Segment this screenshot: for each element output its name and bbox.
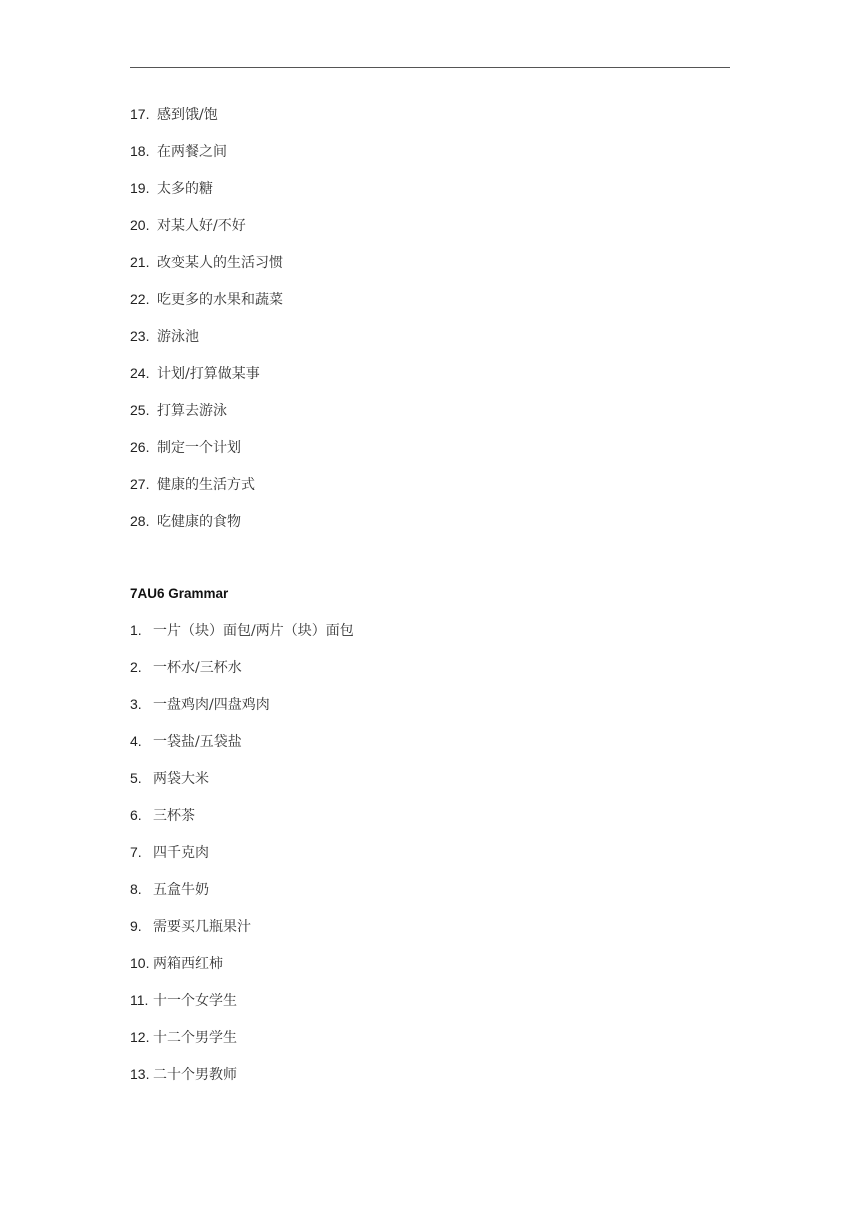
item-number: 17. xyxy=(130,106,150,122)
item-number: 13. xyxy=(130,1066,150,1082)
item-text: 二十个男教师 xyxy=(153,1067,237,1083)
item-number: 3. xyxy=(130,696,142,712)
list-item xyxy=(130,363,283,400)
list-item xyxy=(130,326,283,363)
list-item xyxy=(130,1064,354,1101)
item-number: 22. xyxy=(130,291,150,307)
item-number: 18. xyxy=(130,143,150,159)
item-number: 20. xyxy=(130,217,150,233)
item-number: 11. xyxy=(130,992,149,1008)
list-item xyxy=(130,215,283,252)
item-text: 计划/打算做某事 xyxy=(157,366,260,382)
item-number: 24. xyxy=(130,365,150,381)
list-item xyxy=(130,178,283,215)
item-text: 在两餐之间 xyxy=(157,144,227,160)
item-number: 19. xyxy=(130,180,150,196)
item-text: 吃健康的食物 xyxy=(157,514,241,530)
item-number: 2. xyxy=(130,659,142,675)
list-item xyxy=(130,768,354,805)
item-text: 一盘鸡肉/四盘鸡肉 xyxy=(153,697,270,713)
item-text: 游泳池 xyxy=(157,329,199,345)
item-number: 8. xyxy=(130,881,142,897)
item-text: 两袋大米 xyxy=(153,771,209,787)
item-text: 十二个男学生 xyxy=(153,1030,237,1046)
item-number: 5. xyxy=(130,770,142,786)
item-text: 十一个女学生 xyxy=(153,993,237,1009)
list-item xyxy=(130,620,354,657)
item-number: 6. xyxy=(130,807,142,823)
list-item xyxy=(130,437,283,474)
list-item xyxy=(130,400,283,437)
item-number: 23. xyxy=(130,328,150,344)
item-text: 对某人好/不好 xyxy=(157,218,246,234)
list-item xyxy=(130,657,354,694)
item-number: 26. xyxy=(130,439,150,455)
item-number: 7. xyxy=(130,844,142,860)
item-text: 制定一个计划 xyxy=(157,440,241,456)
item-number: 1. xyxy=(130,622,142,638)
item-number: 28. xyxy=(130,513,150,529)
item-text: 一袋盐/五袋盐 xyxy=(153,734,242,750)
list-item xyxy=(130,805,354,842)
item-number: 4. xyxy=(130,733,142,749)
item-text: 一杯水/三杯水 xyxy=(153,660,242,676)
list-item xyxy=(130,141,283,178)
item-text: 感到饿/饱 xyxy=(157,107,218,123)
list-item xyxy=(130,731,354,768)
item-text: 五盒牛奶 xyxy=(153,882,209,898)
item-text: 打算去游泳 xyxy=(157,403,227,419)
item-text: 太多的糖 xyxy=(157,181,213,197)
section-heading: 7AU6 Grammar xyxy=(130,586,229,601)
header-rule xyxy=(130,67,730,68)
item-text: 需要买几瓶果汁 xyxy=(153,919,251,935)
grammar-phrase-list xyxy=(130,620,354,1101)
list-item xyxy=(130,511,283,548)
list-item xyxy=(130,953,354,990)
list-item xyxy=(130,916,354,953)
phrase-list-continued xyxy=(130,104,283,548)
list-item xyxy=(130,1027,354,1064)
item-number: 27. xyxy=(130,476,150,492)
item-text: 改变某人的生活习惯 xyxy=(157,255,283,271)
item-text: 一片（块）面包/两片（块）面包 xyxy=(153,623,354,639)
list-item xyxy=(130,289,283,326)
item-text: 三杯茶 xyxy=(153,808,195,824)
item-number: 9. xyxy=(130,918,142,934)
item-text: 健康的生活方式 xyxy=(157,477,255,493)
list-item xyxy=(130,842,354,879)
list-item xyxy=(130,252,283,289)
list-item xyxy=(130,694,354,731)
list-item xyxy=(130,474,283,511)
item-number: 12. xyxy=(130,1029,150,1045)
list-item xyxy=(130,879,354,916)
item-number: 25. xyxy=(130,402,150,418)
list-item xyxy=(130,990,354,1027)
item-number: 21. xyxy=(130,254,150,270)
item-number: 10. xyxy=(130,955,150,971)
item-text: 吃更多的水果和蔬菜 xyxy=(157,292,283,308)
list-item xyxy=(130,104,283,141)
item-text: 两箱西红柿 xyxy=(153,956,223,972)
item-text: 四千克肉 xyxy=(153,845,209,861)
